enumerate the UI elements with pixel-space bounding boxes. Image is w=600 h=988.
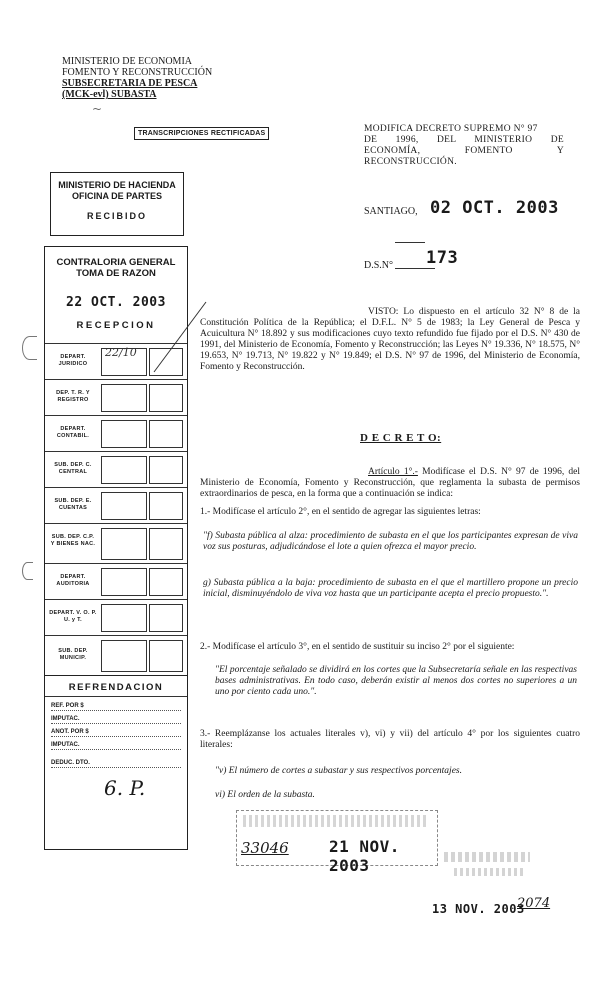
refrendacion-block (45, 682, 187, 768)
routing-cell (101, 640, 147, 672)
item1-letter-f: "f) Subasta pública al alza: procedimiento de subasta en el que los participantes expresan de viva voz sus posturas, adjudicándose el lote a quien ofrezca el mayor precio. (203, 531, 578, 552)
routing-label: DEPART. JURIDICO (58, 354, 88, 367)
item2-text: 2.- Modifícase el artículo 3°, en el sentido de sustituir su inciso 2° por el siguiente: (200, 642, 515, 652)
ds-dash (395, 242, 425, 243)
contraloria-line-1: CONTRALORIA GENERAL (56, 257, 176, 268)
subasta-line: (MCK-evl) SUBASTA (62, 89, 157, 100)
ds-number: 173 (426, 248, 459, 268)
routing-cell (101, 492, 147, 520)
item3-text: 3.- Reemplázanse los actuales literales v), vi) y vii) del artículo 4° por los siguientes cuatro literales: (200, 729, 580, 750)
margin-hole-mark (22, 562, 33, 580)
place-label: SANTIAGO, (364, 206, 418, 217)
stamp2-number: 2074 (517, 896, 551, 911)
title-line-4: RECONSTRUCCIÓN. (364, 157, 457, 167)
contraloria-recepcion: RECEPCION (76, 320, 156, 331)
routing-row (45, 416, 187, 452)
routing-row (45, 488, 187, 524)
visto-text: Lo dispuesto en el artículo 32 N° 8 de la Constitución Política de la República; el D.F.L. N° 5 de 1983; la Ley General de Pesca y Acuicultura N° 18.892 y sus modificaciones cuyo texto refundido fue fijado por el D.S. N° 430 de 1991, del Ministerio de Economía, Fomento y Reconstrucción; las Leyes N° 19.336, N° 18.575, N° 19.653, N° 19.713, N° 19.822 y N° 19.849; el D.S. N° 97 de 1996, del Ministerio de Economía, Fomento y Reconstrucción. (200, 307, 580, 372)
bottom-stamp-2-fragment (440, 848, 540, 884)
contraloria-date: 22 OCT. 2003 (66, 295, 166, 310)
routing-cell (149, 384, 183, 412)
ministry-line-1: MINISTERIO DE ECONOMIA (62, 56, 192, 67)
articulo1-label: Artículo 1°.- (368, 467, 418, 477)
routing-cell (149, 568, 183, 596)
articulo1-paragraph (200, 467, 580, 500)
routing-cell (101, 384, 147, 412)
hacienda-stamp (50, 172, 184, 236)
routing-row (45, 636, 187, 676)
routing-label: DEPART. V. O. P. U. y T. (49, 610, 97, 623)
transcripciones-stamp: TRANSCRIPCIONES RECTIFICADAS (134, 127, 269, 140)
visto-label: VISTO: (368, 307, 399, 317)
stamp1-date: 21 NOV. 2003 (329, 837, 400, 875)
stamp2-date: 13 NOV. 2003 (432, 902, 525, 916)
stamp-faded-text (454, 868, 524, 876)
articulo1-text: Modifícase el D.S. N° 97 de 1996, del Ministerio de Economía, Fomento y Reconstrucción, que reglamenta la subasta de permisos extraordinarios de pesca, en la forma que a continuación se indica: (200, 467, 581, 499)
refrendacion-line: REF. POR $ (51, 703, 181, 711)
title-line-3: ECONOMÍA, FOMENTO Y (364, 146, 564, 156)
bottom-stamp-1 (236, 810, 438, 875)
refrendacion-line: IMPUTAC. (51, 742, 181, 750)
item1-text: 1.- Modifícase el artículo 2°, en el sentido de agregar las siguientes letras: (200, 507, 481, 517)
decree-date: 02 OCT. 2003 (430, 198, 559, 218)
hacienda-line-3: RECIBIDO (86, 211, 147, 221)
routing-label: DEPART. AUDITORIA (56, 574, 90, 587)
routing-cell (149, 420, 183, 448)
routing-cell (101, 568, 147, 596)
stamp-faded-text (444, 852, 530, 862)
routing-row (45, 524, 187, 564)
decreto-heading: D E C R E T O: (360, 432, 442, 444)
refrendacion-title: REFRENDACION (45, 682, 187, 697)
routing-cell (149, 604, 183, 632)
item3-literal-vi: vi) El orden de la subasta. (215, 790, 315, 800)
stamp-faded-text (243, 815, 429, 827)
item2-quote: "El porcentaje señalado se dividirá en los cortes que la Subsecretaría señale en las respectivas bases administrativas. En todo caso, deberán existir al menos dos cortes no superiores a un uno por ciento cada uno.". (215, 665, 577, 697)
routing-cell (101, 420, 147, 448)
routing-label: SUB. DEP. C. CENTRAL (54, 462, 92, 475)
ministry-line-2: FOMENTO Y RECONSTRUCCIÓN (62, 67, 213, 78)
subsecretaria-line: SUBSECRETARIA DE PESCA (62, 78, 198, 89)
routing-cell (149, 640, 183, 672)
routing-table (45, 343, 187, 766)
margin-hole-mark (22, 336, 37, 360)
title-line-1: MODIFICA DECRETO SUPREMO N° 97 (364, 124, 538, 134)
routing-label: DEPART. CONTABIL. (56, 426, 90, 439)
refrendacion-line: ANOT. POR $ (51, 729, 181, 737)
routing-row (45, 380, 187, 416)
routing-cell (149, 492, 183, 520)
title-line-2: DE 1996, DEL MINISTERIO DE (364, 135, 564, 145)
routing-row (45, 452, 187, 488)
refrendacion-line: IMPUTAC. (51, 716, 181, 724)
routing-label: SUB. DEP. E. CUENTAS (54, 498, 92, 511)
item3-literal-v: "v) El número de cortes a subastar y sus respectivos porcentajes. (215, 766, 462, 776)
ds-label: D.S.N° (364, 260, 394, 271)
contraloria-line-2: TOMA DE RAZON (76, 268, 156, 279)
decree-title (364, 124, 564, 168)
routing-label: SUB. DEP. C.P. Y BIENES NAC. (50, 534, 96, 547)
item1-letter-g: g) Subasta pública a la baja: procedimiento de subasta en el que el martillero propone un precio inicial, disminuyéndolo de viva voz hasta que un participante acepta el precio propuesto.". (203, 578, 578, 599)
routing-cell (149, 456, 183, 484)
routing-row (45, 600, 187, 636)
handwritten-initials: 6. P. (104, 776, 146, 800)
handwritten-scribble: ~ (92, 102, 103, 116)
routing-cell (101, 528, 147, 560)
routing-cell (101, 456, 147, 484)
refrendacion-lines (45, 697, 187, 768)
refrendacion-line: DEDUC. DTO. (51, 760, 181, 768)
ministry-header (62, 56, 212, 100)
routing-label: SUB. DEP. MUNICIP. (58, 648, 88, 661)
routing-cell (149, 528, 183, 560)
hacienda-line-2: OFICINA DE PARTES (71, 191, 162, 201)
routing-cell (101, 604, 147, 632)
hacienda-line-1: MINISTERIO DE HACIENDA (58, 180, 176, 190)
ds-underline (395, 268, 435, 269)
routing-label: DEP. T. R. Y REGISTRO (56, 390, 90, 403)
routing-row (45, 564, 187, 600)
routing-handwriting: 22/10 (105, 346, 137, 359)
stamp1-number: 33046 (241, 839, 289, 857)
visto-paragraph (200, 307, 580, 373)
